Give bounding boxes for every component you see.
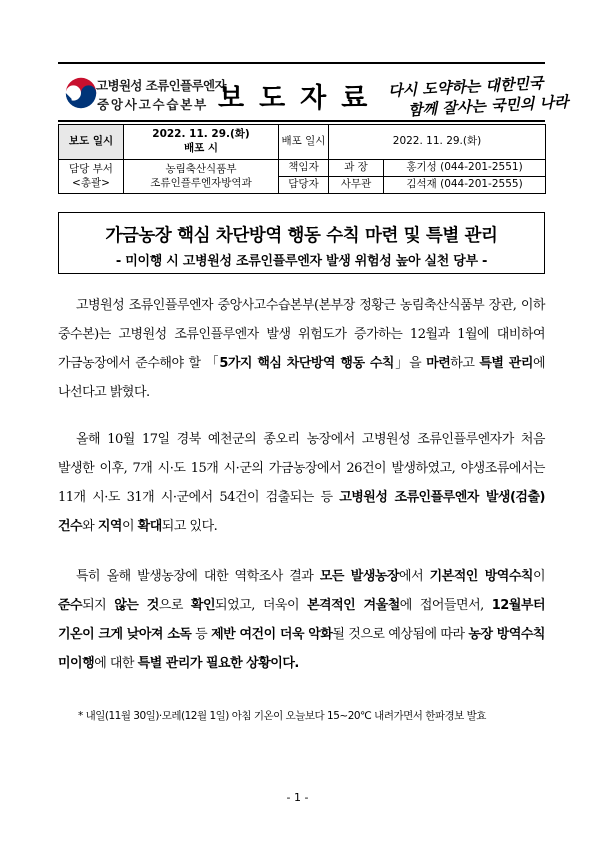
manager-label: 책임자 (279, 160, 329, 177)
weather-footnote: * 내일(11월 30일)·모레(12월 1일) 아침 기온이 오늘보다 15~20℃ 내려가면서 한파경보 발효 (78, 710, 486, 722)
staff-title: 사무관 (329, 177, 384, 194)
headline-subtitle: - 미이행 시 고병원성 조류인플루엔자 발생 위험성 높아 실천 당부 - (115, 254, 488, 269)
p1-text-3: 하고 (450, 356, 480, 371)
manager-contact: 홍기성 (044-201-2551) (384, 160, 546, 177)
release-when: 배포 시 (183, 142, 219, 154)
document-type-title: 보도자료 (218, 83, 383, 114)
paragraph-3 (58, 562, 545, 678)
p2-bold-2: 지역 (97, 519, 122, 534)
dept-name (124, 160, 279, 194)
p3-bold-10: 특별 관리가 필요한 상황이다. (137, 656, 299, 671)
p3-bold-4: 않는 것 (114, 598, 159, 613)
p3-bold-2: 기본적인 방역수칙 (429, 569, 533, 584)
page-number: - 1 - (286, 791, 309, 804)
p2-text-1: 올해 10월 17일 경북 예천군의 종오리 농장에서 고병원성 조류인플루엔자가 처음 발생한 이후, 7개 시·도 15개 시·군의 가금농장에서 26건이 발생하였고, 야생조류에서는 11개 시·도 31개 시·군에서 54건이 검출되는 등 (58, 432, 545, 505)
header-top-rule (58, 62, 545, 64)
p3-bold-7: 12월부터 기온이 크게 낮아져 소독 (58, 598, 546, 642)
release-label: 보도 일시 (59, 125, 124, 160)
p1-text-1: 고병원성 조류인플루엔자 중앙사고수습본부(본부장 정황근 농림축산식품부 장관, 이하 중수본)는 고병원성 조류인플루엔자 발생 위험도가 증가하는 12월과 1월에 대비하여 가금농장에서 준수해야 할 「 (58, 298, 545, 371)
dept-label (59, 160, 124, 194)
dept-name-line2: 조류인플루엔자방역과 (150, 176, 252, 189)
p3-text-4: 되지 (82, 598, 115, 613)
p3-text-6: 되었고, 더욱이 (215, 598, 307, 613)
p3-text-9: 될 것으로 예상됨에 따라 (332, 627, 469, 642)
p2-bold-3: 확대 (137, 519, 162, 534)
p2-text-4: 되고 있다. (161, 519, 218, 534)
p2-text-2: 와 (82, 519, 98, 534)
distribute-date: 2022. 11. 29.(화) (329, 125, 546, 160)
paragraph-1 (58, 291, 545, 407)
p1-text-2: 」을 (393, 356, 427, 371)
dept-label-sub: <총괄> (72, 176, 110, 189)
p3-text-10: 에 대한 (94, 656, 138, 671)
header-bottom-rule (58, 120, 545, 122)
p3-text-1: 특히 올해 발생농장에 대한 역학조사 결과 (76, 569, 320, 584)
staff-contact: 김석재 (044-201-2555) (384, 177, 546, 194)
release-datetime (124, 125, 279, 160)
release-info-table (58, 124, 546, 194)
distribute-label: 배포 일시 (279, 125, 329, 160)
p1-text-4: 에 나선다고 밝혔다. (58, 356, 545, 400)
manager-title: 과 장 (329, 160, 384, 177)
org-name-line1: 고병원성 조류인플루엔자 (96, 78, 226, 93)
p2-bold-1: 고병원성 조류인플루엔자 발생(검출) 건수 (58, 490, 545, 534)
p1-bold-2: 마련 (426, 356, 451, 371)
headline-title: 가금농장 핵심 차단방역 행동 수칙 마련 및 특별 관리 (105, 226, 498, 246)
p3-text-8: 등 (191, 627, 212, 642)
p3-bold-5: 확인 (190, 598, 216, 613)
p3-bold-1: 모든 발생농장 (319, 569, 400, 584)
p1-bold-3: 특별 관리 (479, 356, 533, 371)
p3-text-2: 에서 (399, 569, 430, 584)
dept-name-line1: 농림축산식품부 (165, 162, 237, 175)
paragraph-2 (58, 425, 545, 541)
release-date: 2022. 11. 29.(화) (152, 128, 250, 141)
p3-text-5: 으로 (158, 598, 191, 613)
slogan-line2: 함께 잘사는 국민의 나라 (407, 92, 569, 120)
p3-bold-8: 제반 여건이 더욱 악화 (211, 627, 333, 642)
p3-text-7: 에 접어들면서, (399, 598, 492, 613)
p3-bold-3: 준수 (58, 598, 83, 613)
slogan-line1: 다시 도약하는 대한민국 (387, 73, 544, 101)
dept-label-text: 담당 부서 (69, 162, 113, 175)
staff-label: 담당자 (279, 177, 329, 194)
p3-bold-9: 농장 방역수칙 미이행 (58, 627, 545, 671)
p3-text-3: 이 (532, 569, 546, 584)
p1-bold-1: 5가지 핵심 차단방역 행동 수칙 (219, 356, 394, 371)
p3-bold-6: 본격적인 겨울철 (307, 598, 400, 613)
government-emblem-icon (62, 74, 100, 112)
org-name-line2: 중앙사고수습본부 (97, 97, 209, 112)
headline-box (58, 212, 545, 274)
p2-text-3: 이 (121, 519, 138, 534)
